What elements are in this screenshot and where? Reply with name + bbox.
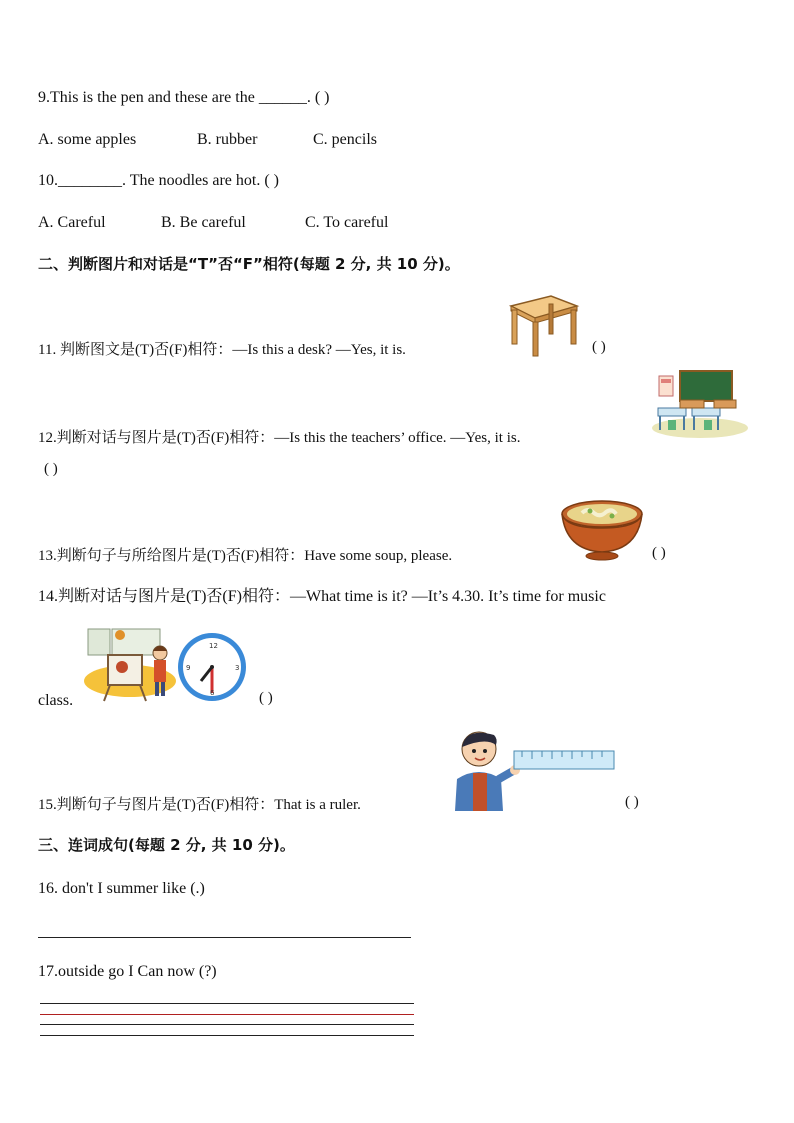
question-12: 12.判断对话与图片是(T)否(F)相符：—Is this the teachers’ office. —Yes, it is. [38, 430, 521, 446]
svg-text:6: 6 [210, 689, 215, 697]
svg-text:3: 3 [235, 664, 240, 672]
question-17: 17.outside go I Can now (?) [38, 963, 217, 980]
question-14-continued: class. [38, 692, 74, 709]
q9-option-c: C. pencils [313, 131, 377, 148]
q10-option-a: A. Careful [38, 214, 106, 231]
q9-option-a: A. some apples [38, 131, 137, 148]
desk-picture [505, 290, 580, 358]
soup-bowl-picture [560, 498, 644, 562]
question-14: 14.判断对话与图片是(T)否(F)相符：—What time is it? —It’s 4.30. It’s time for music [38, 588, 606, 605]
q15-answer-parentheses[interactable]: ( ) [625, 794, 639, 810]
q17-writing-line-3[interactable] [40, 1024, 414, 1025]
art-class-and-clock-picture [82, 625, 250, 707]
question-15: 15.判断句子与图片是(T)否(F)相符：That is a ruler. [38, 797, 361, 813]
q10-option-c: C. To careful [305, 214, 389, 231]
q9-option-b: B. rubber [197, 131, 258, 148]
q17-writing-line-1[interactable] [40, 1003, 414, 1004]
question-11: 11. 判断图文是(T)否(F)相符：—Is this a desk? —Yes, it is. [38, 342, 406, 358]
question-16: 16. don't I summer like (.) [38, 880, 205, 897]
question-9: 9.This is the pen and these are the ______. ( ) [38, 89, 330, 106]
q13-answer-parentheses[interactable]: ( ) [652, 545, 666, 561]
question-13: 13.判断句子与所给图片是(T)否(F)相符：Have some soup, please. [38, 548, 453, 564]
section-3-heading: 三、连词成句(每题 2 分, 共 10 分)。 [38, 836, 295, 854]
svg-text:9: 9 [186, 664, 191, 672]
classroom-picture [650, 368, 750, 440]
q17-writing-line-2[interactable] [40, 1014, 414, 1015]
q11-answer-parentheses[interactable]: ( ) [592, 339, 606, 355]
question-10: 10.________. The noodles are hot. ( ) [38, 172, 279, 189]
svg-text:12: 12 [209, 642, 218, 650]
q14-answer-parentheses[interactable]: ( ) [259, 690, 273, 706]
q16-answer-line[interactable] [38, 937, 411, 938]
boy-pointing-ruler-picture [447, 727, 617, 811]
q17-writing-line-4[interactable] [40, 1035, 414, 1036]
section-2-heading: 二、判断图片和对话是“T”否“F”相符(每题 2 分, 共 10 分)。 [38, 255, 460, 273]
q12-answer-parentheses[interactable]: ( ) [44, 461, 58, 477]
q10-option-b: B. Be careful [161, 214, 246, 231]
